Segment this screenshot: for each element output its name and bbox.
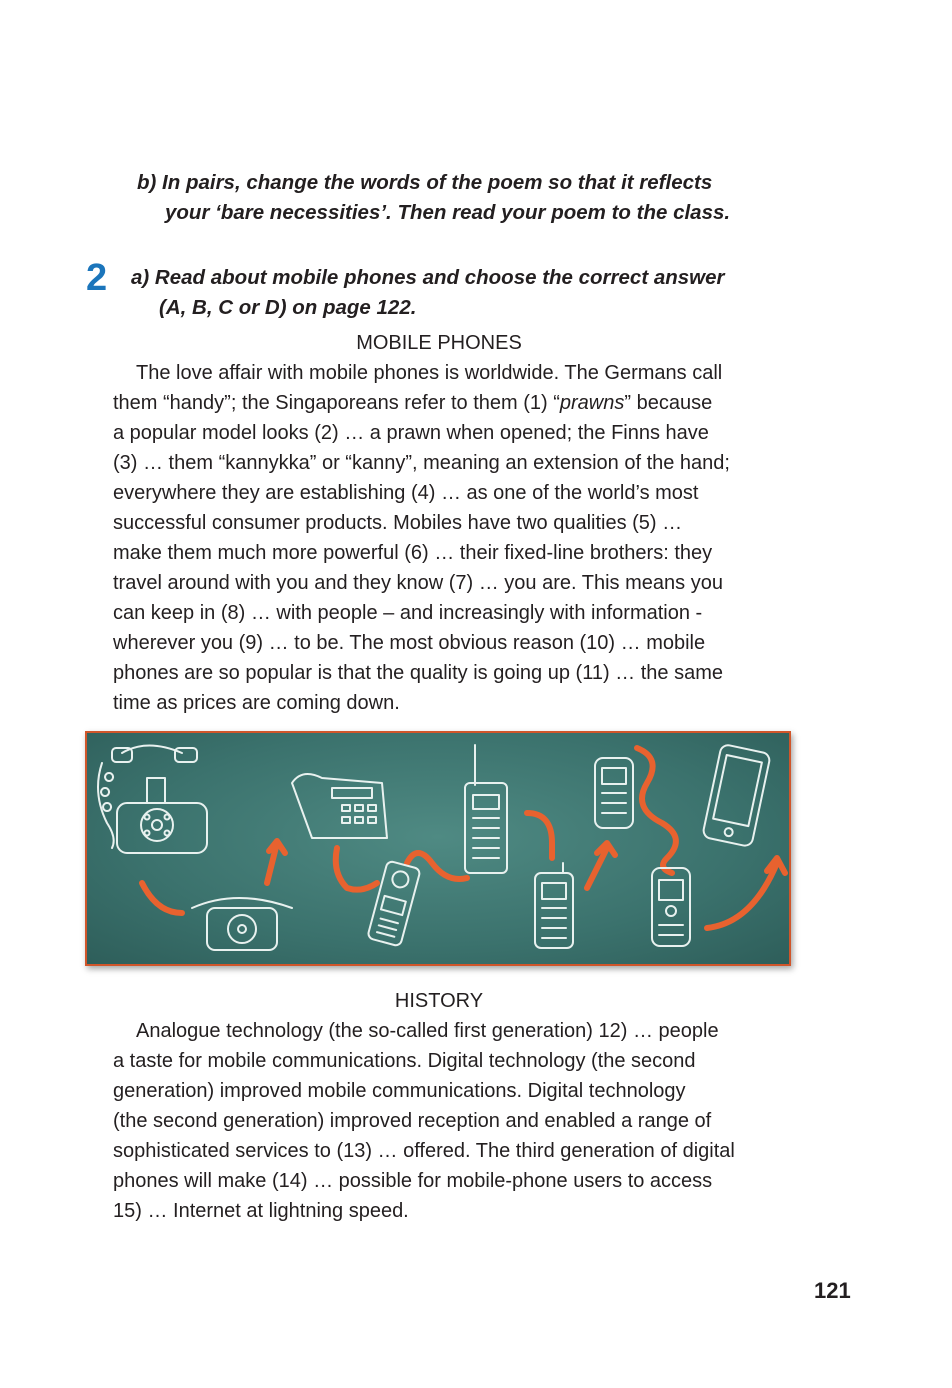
text-line: phones are so popular is that the quality is going up (11) … the same (113, 662, 723, 684)
text-line: sophisticated services to (13) … offered. The third generation of digital (113, 1140, 735, 1162)
text-line: 15) … Internet at lightning speed. (113, 1200, 409, 1222)
exercise-number: 2 (86, 257, 108, 299)
arrow-icon (336, 848, 377, 890)
arrow-icon (267, 841, 285, 883)
text-line: wherever you (9) … to be. The most obvious reason (10) … mobile (113, 632, 706, 654)
mobile-phones-heading: MOBILE PHONES (356, 332, 522, 354)
task-a-instruction (131, 263, 831, 323)
text-line: (3) … them “kannykka” or “kanny”, meaning an extension of the hand; (113, 452, 730, 474)
rotary-dial-phone-icon (192, 898, 292, 950)
arrow-icon (527, 813, 552, 858)
text-line: phones will make (14) … possible for mobile-phone users to access (113, 1170, 713, 1192)
smartphone-icon (702, 744, 771, 847)
italic-word-prawns: prawns (559, 392, 625, 414)
phone-evolution-illustration (85, 731, 791, 966)
desk-phone-icon (292, 774, 387, 838)
task-b-line-1: b) In pairs, change the words of the poem so that it reflects (137, 171, 713, 194)
task-b-instruction (137, 168, 837, 228)
nokia-style-phone-icon (595, 758, 633, 828)
arrow-icon (407, 853, 467, 879)
history-paragraph (113, 1016, 813, 1226)
arrow-icon (587, 843, 615, 888)
arrow-icon (707, 858, 785, 928)
text-line: everywhere they are establishing (4) … as one of the world’s most (113, 482, 699, 504)
text-line (113, 388, 813, 418)
candybar-phone-icon (535, 863, 573, 948)
text-line: travel around with you and they know (7) … you are. This means you (113, 572, 723, 594)
text-line: generation) improved mobile communications. Digital technology (113, 1080, 686, 1102)
task-b-line-2: your ‘bare necessities’. Then read your poem to the class. (165, 201, 731, 224)
color-screen-phone-icon (652, 868, 690, 946)
flip-mobile-phone-icon (367, 860, 421, 946)
antique-rotary-phone-icon (98, 746, 207, 854)
text-line: successful consumer products. Mobiles have two qualities (5) … (113, 512, 683, 534)
text-line: can keep in (8) … with people – and increasingly with information - (113, 602, 703, 624)
text-line: time as prices are coming down. (113, 692, 400, 714)
arrow-icon (637, 748, 676, 873)
task-a-line-2: (A, B, C or D) on page 122. (159, 296, 417, 319)
arrow-icon (142, 883, 182, 913)
text-line: (the second generation) improved reception and enabled a range of (113, 1110, 712, 1132)
history-heading: HISTORY (394, 990, 484, 1012)
text-line: Analogue technology (the so-called first generation) 12) … people (136, 1020, 719, 1042)
text-line: The love affair with mobile phones is worldwide. The Germans call (136, 362, 723, 384)
text-line: make them much more powerful (6) … their fixed-line brothers: they (113, 542, 713, 564)
text-segment: ” because (624, 392, 713, 414)
mobile-phones-paragraph (113, 358, 813, 718)
page-number: 121 (814, 1278, 851, 1303)
brick-mobile-phone-icon (465, 745, 507, 873)
text-line: a popular model looks (2) … a prawn when opened; the Finns have (113, 422, 709, 444)
task-a-line-1: a) Read about mobile phones and choose the correct answer (131, 266, 725, 289)
text-line: a taste for mobile communications. Digital technology (the second (113, 1050, 696, 1072)
text-segment: them “handy”; the Singaporeans refer to them (1) “ (113, 392, 560, 414)
